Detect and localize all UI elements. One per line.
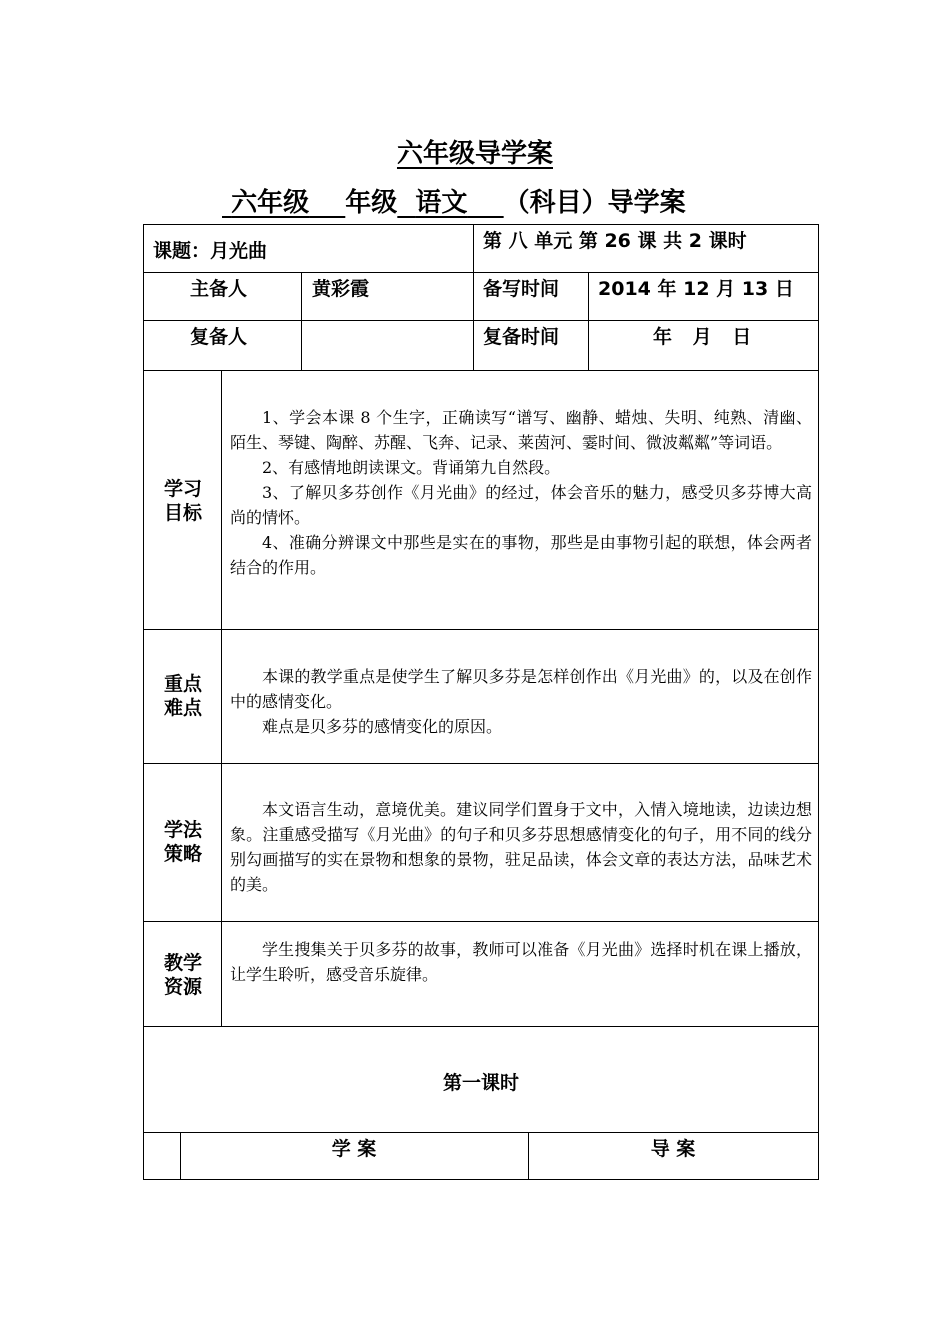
student-plan-header: 学 案 — [331, 1138, 377, 1160]
unit-info: 第 八 单元 第 26 课 共 2 课时 — [483, 230, 747, 252]
goal-item: 1、学会本课 8 个生字，正确读写“谱写、幽静、蜡烛、失明、纯熟、清幽、陌生、琴键、陶醉、苏醒、飞奔、记录、莱茵河、霎时间、微波粼粼”等词语。 — [230, 408, 812, 452]
lead-preparer-label: 主备人 — [190, 278, 248, 300]
teacher-plan-header: 导 案 — [650, 1138, 696, 1160]
section-body-key-points — [230, 664, 812, 739]
co-time-value: 年 月 日 — [653, 326, 752, 348]
document-subtitle — [222, 182, 686, 219]
goal-item: 3、了解贝多芬创作《月光曲》的经过，体会音乐的魅力，感受贝多芬博大高尚的情怀。 — [230, 483, 812, 527]
grade-suffix: 年级 — [345, 188, 398, 218]
section-label-key-points: 重点 难点 — [163, 673, 202, 719]
section-label-strategy: 学法 策略 — [163, 819, 202, 865]
grade-fill: 六年级 — [231, 188, 310, 218]
strategy-item: 本文语言生动，意境优美。建议同学们置身于文中，入情入境地读，边读边想象。注重感受描写《月光曲》的句子和贝多芬思想感情变化的句子，用不同的线分别勾画描写的实在景物和想象的景物，驻足品读，体会文章的表达方法，品味艺术的美。 — [230, 800, 812, 894]
goal-item: 2、有感情地朗读课文。背诵第九自然段。 — [262, 458, 561, 477]
document-title: 六年级导学案 — [396, 139, 553, 169]
write-time-label: 备写时间 — [483, 278, 560, 300]
key-point-item: 本课的教学重点是使学生了解贝多芬是怎样创作出《月光曲》的，以及在创作中的感情变化。 — [230, 667, 812, 711]
co-time-label: 复备时间 — [483, 326, 560, 348]
section-body-goals — [230, 405, 812, 580]
section-body-strategy — [230, 797, 812, 897]
lesson-title: 课题：月光曲 — [153, 240, 268, 262]
key-point-item: 难点是贝多芬的感情变化的原因。 — [262, 717, 503, 736]
write-time-value: 2014 年 12 月 13 日 — [598, 278, 794, 300]
lead-preparer-name: 黄彩霞 — [312, 278, 370, 300]
resource-item: 学生搜集关于贝多芬的故事，教师可以准备《月光曲》选择时机在课上播放，让学生聆听，感受音乐旋律。 — [230, 940, 812, 984]
goal-item: 4、准确分辨课文中那些是实在的事物，那些是由事物引起的联想，体会两者结合的作用。 — [230, 533, 812, 577]
section-label-goals: 学习 目标 — [163, 478, 202, 524]
subject-fill: 语文 — [415, 188, 468, 218]
section-label-resources: 教学 资源 — [163, 952, 202, 998]
co-preparer-label: 复备人 — [190, 326, 248, 348]
period-title: 第一课时 — [442, 1072, 519, 1094]
section-body-resources — [230, 937, 812, 987]
subtitle-tail: （科目）导学案 — [503, 188, 686, 218]
